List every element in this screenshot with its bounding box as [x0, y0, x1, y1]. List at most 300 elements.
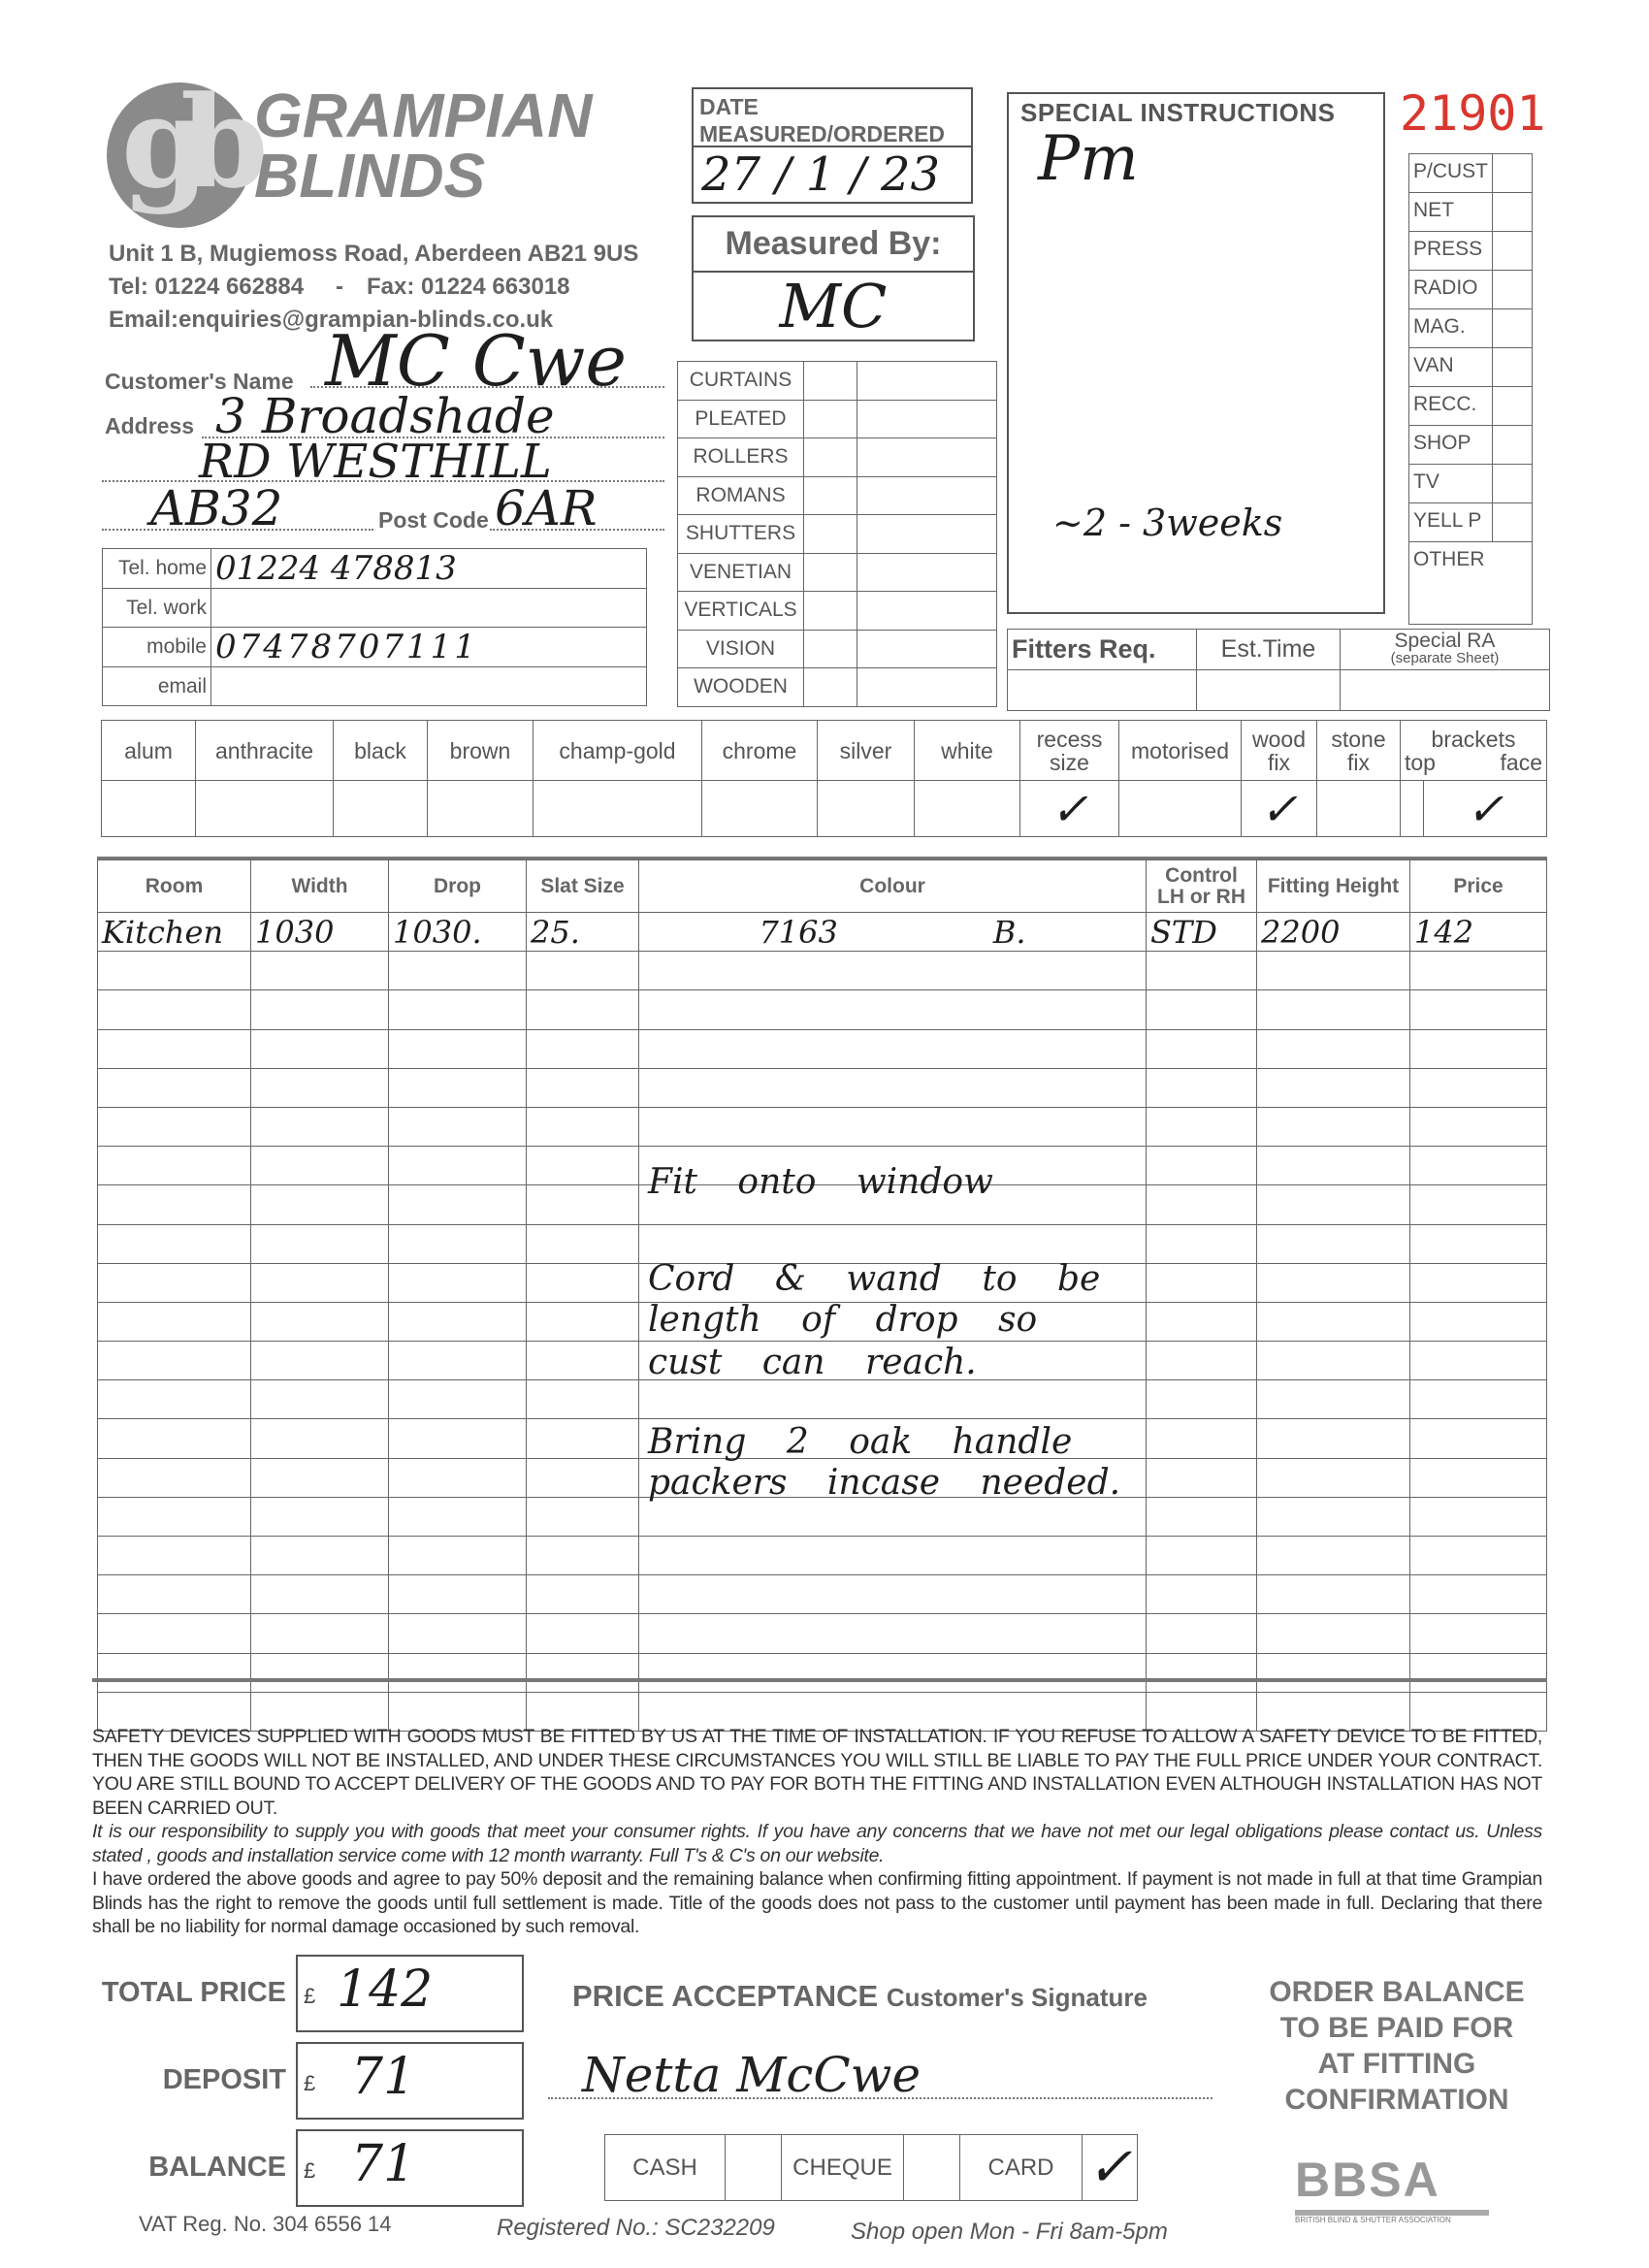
cell-drop[interactable] — [389, 1537, 527, 1575]
product-notes-cell[interactable] — [857, 400, 997, 438]
cell-drop[interactable] — [389, 1575, 527, 1614]
cell-height[interactable] — [1257, 1342, 1410, 1380]
column-header: Price — [1410, 860, 1547, 913]
special-ra-value[interactable] — [1341, 670, 1550, 711]
option-checkbox[interactable] — [1119, 781, 1242, 837]
cell-slat[interactable] — [527, 1419, 639, 1458]
cell-price[interactable] — [1410, 1224, 1547, 1263]
source-checkbox[interactable] — [1493, 309, 1533, 348]
handwritten-note: length of drop so — [648, 1300, 1038, 1340]
order-balance-notice — [1251, 1974, 1542, 2118]
cell-drop[interactable] — [389, 1107, 527, 1146]
fitters-table — [1007, 629, 1550, 711]
cell-slat[interactable] — [527, 1068, 639, 1107]
source-checkbox[interactable] — [1493, 232, 1533, 271]
source-row — [1409, 542, 1533, 625]
cell-height[interactable] — [1257, 1302, 1410, 1341]
cell-colour[interactable] — [639, 952, 1147, 990]
source-checkbox[interactable] — [1493, 387, 1533, 426]
fitters-req-label: Fitters Req. — [1008, 630, 1197, 670]
cell-slat[interactable] — [527, 1302, 639, 1341]
product-label: VERTICALS — [678, 592, 804, 631]
cell-colour[interactable] — [639, 1068, 1147, 1107]
cell-room[interactable] — [98, 1614, 251, 1653]
cell-price[interactable] — [1410, 1342, 1547, 1380]
cell-control[interactable] — [1147, 952, 1257, 990]
cell-width[interactable] — [251, 1263, 389, 1302]
cell-drop[interactable] — [389, 1224, 527, 1263]
logo-letters: gb — [121, 68, 240, 216]
cell-height[interactable] — [1257, 1614, 1410, 1653]
cell-price[interactable] — [1410, 1614, 1547, 1653]
product-qty-cell[interactable] — [804, 668, 857, 707]
cell-colour[interactable] — [639, 1224, 1147, 1263]
cell-height[interactable] — [1257, 990, 1410, 1029]
column-header: Control LH or RH — [1147, 860, 1257, 913]
cell-colour[interactable] — [639, 990, 1147, 1029]
option-checkbox[interactable] — [334, 781, 428, 837]
cell-control[interactable] — [1147, 1419, 1257, 1458]
cell-drop[interactable] — [389, 1147, 527, 1185]
source-checkbox[interactable] — [1493, 271, 1533, 309]
product-row — [678, 668, 997, 707]
phone-table — [102, 548, 647, 706]
cell-colour[interactable] — [639, 1380, 1147, 1419]
cell-width[interactable] — [251, 1029, 389, 1068]
cell-price[interactable] — [1410, 1263, 1547, 1302]
product-qty-cell[interactable] — [804, 438, 857, 477]
product-notes-cell[interactable] — [857, 668, 997, 707]
cheque-checkbox[interactable] — [904, 2135, 960, 2201]
column-header: Slat Size — [527, 860, 639, 913]
date-value[interactable]: 27 / 1 / 23 — [701, 147, 941, 202]
cell-width[interactable] — [251, 1147, 389, 1185]
postcode-label: Post Code — [378, 507, 489, 533]
cell-height[interactable] — [1257, 1029, 1410, 1068]
cell-slat[interactable] — [527, 1342, 639, 1380]
source-checkbox[interactable] — [1493, 426, 1533, 465]
cell-room[interactable] — [98, 990, 251, 1029]
cell-slat[interactable] — [527, 990, 639, 1029]
option-label: recess size — [1020, 721, 1119, 781]
column-header: Fitting Height — [1257, 860, 1410, 913]
cell-height[interactable] — [1257, 1458, 1410, 1497]
option-checkbox[interactable] — [102, 781, 196, 837]
cell-control[interactable] — [1147, 1224, 1257, 1263]
cell-drop[interactable] — [389, 1302, 527, 1341]
option-checkbox[interactable] — [915, 781, 1020, 837]
special-instructions-label: SPECIAL INSTRUCTIONS — [1020, 98, 1336, 127]
option-label: alum — [102, 721, 196, 781]
cash-checkbox[interactable] — [726, 2135, 782, 2201]
cell-height[interactable] — [1257, 952, 1410, 990]
shop-hours: Shop open Mon - Fri 8am-5pm — [851, 2219, 1168, 2245]
product-row — [678, 592, 997, 631]
cell-width[interactable] — [251, 1653, 389, 1692]
product-qty-cell[interactable] — [804, 400, 857, 438]
cell-height[interactable] — [1257, 1107, 1410, 1146]
source-label: RECC. — [1409, 387, 1493, 426]
cell-control[interactable] — [1147, 1614, 1257, 1653]
cell-price[interactable] — [1410, 1380, 1547, 1419]
cell-height[interactable] — [1257, 1380, 1410, 1419]
source-row — [1409, 465, 1533, 503]
cell-control[interactable] — [1147, 1497, 1257, 1536]
product-label: VISION — [678, 630, 804, 668]
phone-label: Tel. work — [103, 589, 211, 628]
tel-separator: - — [336, 274, 343, 300]
special-note-weeks[interactable]: ~2 - 3weeks — [1052, 502, 1283, 544]
product-notes-cell[interactable] — [857, 438, 997, 477]
cell-width[interactable] — [251, 1342, 389, 1380]
cell-slat[interactable]: 25. — [527, 913, 639, 952]
price-acceptance-label: PRICE ACCEPTANCE — [572, 1979, 879, 2013]
bracket-top-checkbox[interactable] — [1401, 781, 1424, 837]
cell-drop[interactable] — [389, 1185, 527, 1224]
cell-height[interactable] — [1257, 1419, 1410, 1458]
est-time-label: Est.Time — [1197, 630, 1341, 670]
column-header: Room — [98, 860, 251, 913]
product-notes-cell[interactable] — [857, 592, 997, 631]
product-qty-cell[interactable] — [804, 630, 857, 668]
cell-price[interactable] — [1410, 1497, 1547, 1536]
product-label: ROMANS — [678, 476, 804, 515]
product-notes-cell[interactable] — [857, 476, 997, 515]
product-label: ROLLERS — [678, 438, 804, 477]
option-checkbox[interactable] — [534, 781, 702, 837]
option-label: champ-gold — [534, 721, 702, 781]
option-label: wood fix — [1242, 721, 1317, 781]
cell-colour[interactable] — [639, 1497, 1147, 1536]
balance-label: BALANCE — [148, 2152, 286, 2183]
tel-work-value[interactable] — [211, 589, 647, 628]
cell-slat[interactable] — [527, 1614, 639, 1653]
special-ra-sub: (separate Sheet) — [1390, 649, 1500, 666]
option-checkbox[interactable] — [702, 781, 818, 837]
source-label: VAN — [1409, 348, 1493, 387]
cell-height[interactable]: 2200 — [1257, 913, 1410, 952]
cell-room[interactable]: Kitchen — [98, 913, 251, 952]
cell-slat[interactable] — [527, 1147, 639, 1185]
cell-colour[interactable] — [639, 1614, 1147, 1653]
cell-height[interactable] — [1257, 1185, 1410, 1224]
cell-width[interactable] — [251, 1185, 389, 1224]
cell-width[interactable]: 1030 — [251, 913, 389, 952]
cell-room[interactable] — [98, 1068, 251, 1107]
cell-height[interactable] — [1257, 1068, 1410, 1107]
order-balance-line: ORDER BALANCE — [1269, 1976, 1525, 2008]
table-row — [98, 990, 1547, 1029]
bracket-face-label: face — [1500, 749, 1542, 775]
cell-width[interactable] — [251, 1419, 389, 1458]
column-header: Width — [251, 860, 389, 913]
cell-control[interactable] — [1147, 1147, 1257, 1185]
brackets-header — [1401, 721, 1547, 781]
source-label: PRESS — [1409, 232, 1493, 271]
table-row — [98, 1497, 1547, 1536]
company-name — [254, 81, 593, 211]
cell-drop[interactable] — [389, 990, 527, 1029]
cell-drop[interactable] — [389, 1653, 527, 1692]
est-time-value[interactable] — [1197, 670, 1341, 711]
fitters-req-value[interactable] — [1008, 670, 1197, 711]
source-row — [1409, 387, 1533, 426]
option-checkbox[interactable]: ✓ — [1020, 781, 1119, 837]
cell-control[interactable]: STD — [1147, 913, 1257, 952]
cell-control[interactable] — [1147, 1263, 1257, 1302]
cell-drop[interactable] — [389, 1263, 527, 1302]
cell-control[interactable] — [1147, 1575, 1257, 1614]
date-box — [692, 87, 973, 204]
cell-price[interactable] — [1410, 1068, 1547, 1107]
cell-height[interactable] — [1257, 1263, 1410, 1302]
cell-width[interactable] — [251, 1614, 389, 1653]
cell-height[interactable] — [1257, 1575, 1410, 1614]
bracket-face-checkbox[interactable]: ✓ — [1424, 781, 1547, 837]
cell-price[interactable] — [1410, 952, 1547, 990]
cell-price[interactable] — [1410, 1653, 1547, 1692]
product-qty-cell[interactable] — [804, 362, 857, 401]
cell-room[interactable] — [98, 1575, 251, 1614]
product-notes-cell[interactable] — [857, 362, 997, 401]
source-checkbox[interactable] — [1493, 193, 1533, 232]
cell-colour[interactable] — [639, 1107, 1147, 1146]
source-label: P/CUST — [1409, 154, 1493, 193]
payment-method-table — [604, 2134, 1138, 2201]
source-checkbox[interactable] — [1493, 465, 1533, 503]
cell-drop[interactable] — [389, 952, 527, 990]
product-qty-cell[interactable] — [804, 592, 857, 631]
cell-slat[interactable] — [527, 1537, 639, 1575]
card-label: CARD — [960, 2135, 1083, 2201]
cell-width[interactable] — [251, 1068, 389, 1107]
email-value[interactable] — [211, 667, 647, 706]
source-row — [1409, 348, 1533, 387]
option-label: anthracite — [196, 721, 334, 781]
cell-colour[interactable] — [639, 913, 1147, 952]
cell-slat[interactable] — [527, 1224, 639, 1263]
registered-number: Registered No.: SC232209 — [497, 2215, 775, 2241]
date-label: DATE — [699, 94, 759, 119]
cell-price[interactable] — [1410, 1458, 1547, 1497]
option-checkbox[interactable] — [428, 781, 534, 837]
source-row — [1409, 309, 1533, 348]
company-name-line2: BLINDS — [254, 141, 486, 211]
cell-drop[interactable] — [389, 1068, 527, 1107]
cell-height[interactable] — [1257, 1497, 1410, 1536]
cell-width[interactable] — [251, 1224, 389, 1263]
cell-width[interactable] — [251, 952, 389, 990]
address-line2: RD WESTHILL — [199, 435, 552, 489]
cell-price[interactable] — [1410, 1302, 1547, 1341]
cell-colour[interactable] — [639, 1653, 1147, 1692]
bbsa-subtitle: BRITISH BLIND & SHUTTER ASSOCIATION — [1295, 2210, 1489, 2224]
cell-price[interactable]: 142 — [1410, 913, 1547, 952]
cell-colour[interactable] — [639, 1575, 1147, 1614]
cell-room[interactable] — [98, 1653, 251, 1692]
cell-room[interactable] — [98, 952, 251, 990]
customer-signature[interactable]: Netta McCwe — [582, 2047, 922, 2103]
cell-control[interactable] — [1147, 1458, 1257, 1497]
cell-control[interactable] — [1147, 1342, 1257, 1380]
cell-drop[interactable]: 1030. — [389, 913, 527, 952]
cell-height[interactable] — [1257, 1147, 1410, 1185]
cell-slat[interactable] — [527, 1653, 639, 1692]
measured-by-value[interactable]: MC — [779, 271, 888, 341]
cell-room[interactable] — [98, 1224, 251, 1263]
options-table — [101, 720, 1547, 837]
cell-price[interactable] — [1410, 1029, 1547, 1068]
deposit-agreement: I have ordered the above goods and agree to pay 50% deposit and the remaining balance when confirming fitting appointment. If payment is not made in full at that time Grampian Blinds has the right to remove the goods until full settlement is made. Title of the goods does not pass to the customer until payment has been made in full. Declaring that there shall be no liability for normal damage occasioned by such removal. — [92, 1868, 1542, 1937]
product-notes-cell[interactable] — [857, 630, 997, 668]
cell-control[interactable] — [1147, 1185, 1257, 1224]
option-label: chrome — [702, 721, 818, 781]
bbsa-logo: BBSA — [1295, 2153, 1440, 2207]
option-checkbox[interactable] — [1317, 781, 1401, 837]
source-label: RADIO — [1409, 271, 1493, 309]
cell-width[interactable] — [251, 1107, 389, 1146]
cell-room[interactable] — [98, 1419, 251, 1458]
source-row — [1409, 271, 1533, 309]
table-row — [98, 1068, 1547, 1107]
phone-row — [103, 549, 647, 589]
cell-slat[interactable] — [527, 1380, 639, 1419]
cell-drop[interactable] — [389, 1380, 527, 1419]
card-checkbox[interactable]: ✓ — [1083, 2135, 1138, 2201]
cell-control[interactable] — [1147, 1029, 1257, 1068]
mobile-value[interactable]: 07478707111 — [211, 628, 647, 667]
company-name-line1: GRAMPIAN — [254, 81, 593, 150]
product-label: CURTAINS — [678, 362, 804, 401]
cell-control[interactable] — [1147, 1537, 1257, 1575]
cell-room[interactable] — [98, 1302, 251, 1341]
source-checkbox[interactable] — [1493, 154, 1533, 193]
product-row — [678, 438, 997, 477]
cell-height[interactable] — [1257, 1537, 1410, 1575]
cell-drop[interactable] — [389, 1614, 527, 1653]
product-qty-cell[interactable] — [804, 515, 857, 554]
cell-drop[interactable] — [389, 1029, 527, 1068]
cell-slat[interactable] — [527, 1029, 639, 1068]
cell-room[interactable] — [98, 1029, 251, 1068]
cell-control[interactable] — [1147, 1653, 1257, 1692]
option-label: white — [915, 721, 1020, 781]
special-note-pm[interactable]: Pm — [1038, 123, 1139, 195]
cell-width[interactable] — [251, 1380, 389, 1419]
product-row — [678, 476, 997, 515]
cell-control[interactable] — [1147, 1302, 1257, 1341]
postcode: 6AR — [495, 480, 598, 536]
cell-slat[interactable] — [527, 1575, 639, 1614]
cell-price[interactable] — [1410, 1107, 1547, 1146]
option-checkbox[interactable]: ✓ — [1242, 781, 1317, 837]
cell-control[interactable] — [1147, 1107, 1257, 1146]
option-label: silver — [818, 721, 915, 781]
handwritten-note: Cord & wand to be — [648, 1259, 1101, 1299]
cell-width[interactable] — [251, 1458, 389, 1497]
cell-control[interactable] — [1147, 990, 1257, 1029]
total-price-box[interactable] — [296, 1955, 524, 2032]
cell-price[interactable] — [1410, 1419, 1547, 1458]
product-qty-cell[interactable] — [804, 553, 857, 592]
cell-drop[interactable] — [389, 1342, 527, 1380]
cell-room[interactable] — [98, 1380, 251, 1419]
deposit-box[interactable] — [296, 2042, 524, 2120]
cell-height[interactable] — [1257, 1653, 1410, 1692]
table-row — [98, 1029, 1547, 1068]
cell-price[interactable] — [1410, 990, 1547, 1029]
source-label: YELL P — [1409, 503, 1493, 542]
cell-room[interactable] — [98, 1537, 251, 1575]
cell-slat[interactable] — [527, 1497, 639, 1536]
cell-width[interactable] — [251, 1302, 389, 1341]
cell-room[interactable] — [98, 1185, 251, 1224]
cell-slat[interactable] — [527, 952, 639, 990]
option-checkbox[interactable] — [818, 781, 915, 837]
product-qty-cell[interactable] — [804, 476, 857, 515]
product-row — [678, 362, 997, 401]
tel-home-value[interactable]: 01224 478813 — [211, 549, 647, 589]
cell-room[interactable] — [98, 1147, 251, 1185]
cell-drop[interactable] — [389, 1497, 527, 1536]
balance-box[interactable] — [296, 2129, 524, 2207]
cell-width[interactable] — [251, 1575, 389, 1614]
cell-control[interactable] — [1147, 1068, 1257, 1107]
cell-room[interactable] — [98, 1263, 251, 1302]
table-row — [98, 952, 1547, 990]
product-notes-cell[interactable] — [857, 553, 997, 592]
option-checkbox[interactable] — [196, 781, 334, 837]
cell-slat[interactable] — [527, 1458, 639, 1497]
cell-price[interactable] — [1410, 1575, 1547, 1614]
cell-price[interactable] — [1410, 1147, 1547, 1185]
cell-width[interactable] — [251, 1537, 389, 1575]
cell-price[interactable] — [1410, 1537, 1547, 1575]
cell-drop[interactable] — [389, 1458, 527, 1497]
option-label: motorised — [1119, 721, 1242, 781]
product-row — [678, 630, 997, 668]
cell-room[interactable] — [98, 1497, 251, 1536]
colour-suffix: B. — [992, 913, 1026, 951]
table-row — [98, 1575, 1547, 1614]
cell-height[interactable] — [1257, 1224, 1410, 1263]
product-label: VENETIAN — [678, 553, 804, 592]
cell-slat[interactable] — [527, 1185, 639, 1224]
cell-slat[interactable] — [527, 1263, 639, 1302]
company-fax: Fax: 01224 663018 — [367, 274, 570, 300]
source-checkbox[interactable] — [1493, 348, 1533, 387]
cell-control[interactable] — [1147, 1380, 1257, 1419]
cell-slat[interactable] — [527, 1107, 639, 1146]
source-table — [1408, 153, 1533, 625]
cell-width[interactable] — [251, 990, 389, 1029]
source-row — [1409, 232, 1533, 271]
table-row — [98, 1537, 1547, 1575]
cell-room[interactable] — [98, 1458, 251, 1497]
source-checkbox[interactable] — [1493, 503, 1533, 542]
product-notes-cell[interactable] — [857, 515, 997, 554]
cell-price[interactable] — [1410, 1185, 1547, 1224]
cell-drop[interactable] — [389, 1419, 527, 1458]
cell-room[interactable] — [98, 1107, 251, 1146]
phone-label: mobile — [103, 628, 211, 667]
cell-room[interactable] — [98, 1342, 251, 1380]
cell-width[interactable] — [251, 1497, 389, 1536]
cell-colour[interactable] — [639, 1537, 1147, 1575]
cell-colour[interactable] — [639, 1029, 1147, 1068]
source-label: OTHER — [1409, 542, 1533, 625]
phone-label: email — [103, 667, 211, 706]
